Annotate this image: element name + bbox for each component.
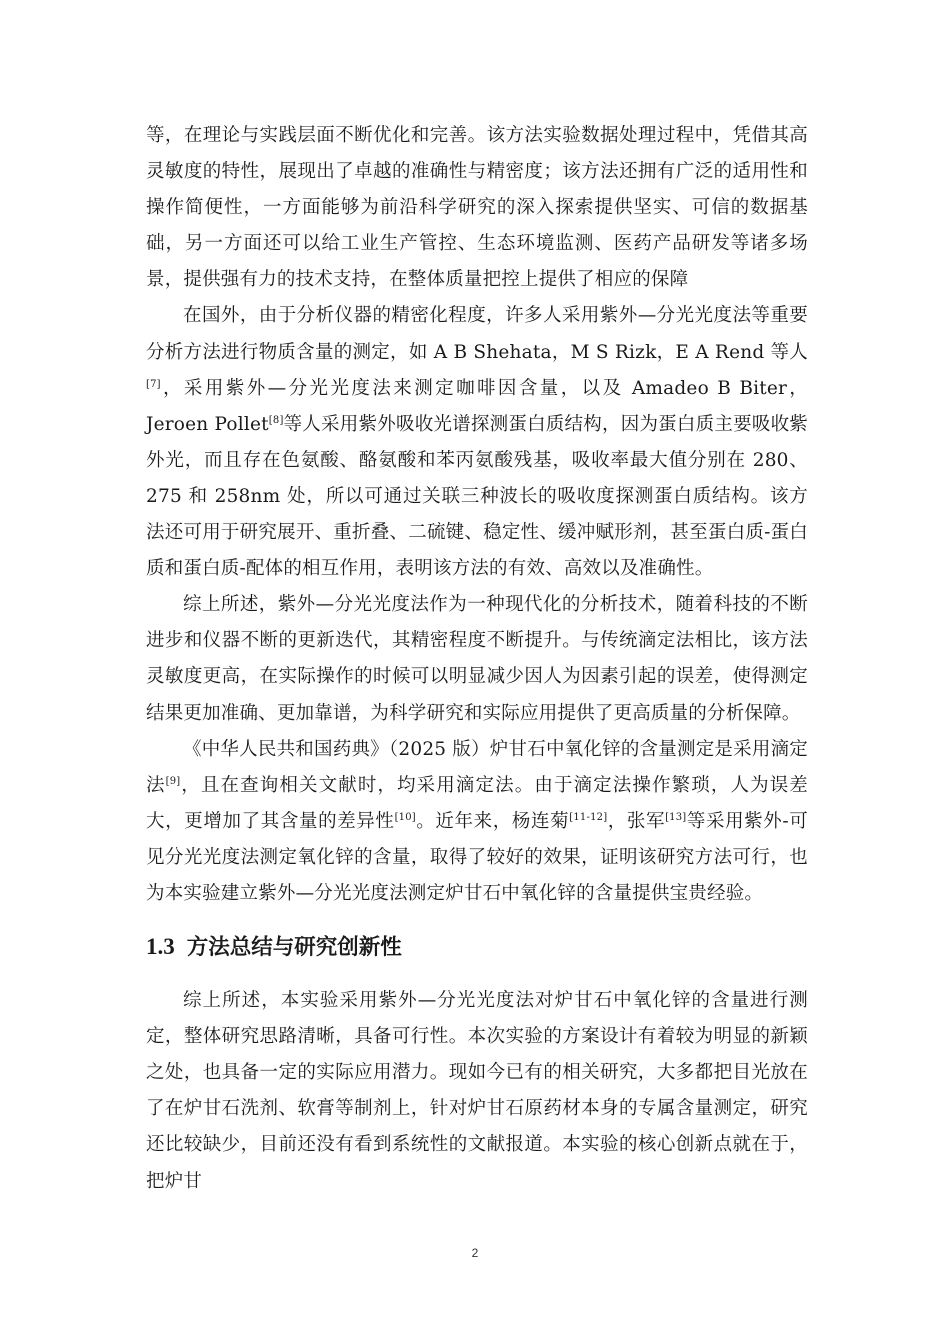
paragraph-4 [146, 732, 808, 912]
paragraph-4-text-2: ，且在查询相关文献时，均采用滴定法。由于滴定法操作繁琐，人为误差大，更增加了其含量的差异性 [146, 774, 809, 832]
citation-10: [10] [394, 811, 416, 823]
section-number: 1.3 [146, 934, 175, 960]
citation-13: [13] [665, 811, 687, 823]
paragraph-4-text-4: ，张军 [607, 810, 666, 832]
section-heading [146, 929, 808, 966]
paragraph-4-text-3: 。近年来，杨连菊 [415, 810, 570, 832]
paragraph-2-text-1: 在国外，由于分析仪器的精密化程度，许多人采用紫外—分光光度法等重要分析方法进行物质含量的测定，如 A B Shehata，M S Rizk，E A Rend 等人 [146, 305, 808, 363]
citation-7: [7] [146, 378, 161, 390]
paragraph-4-text-1: 《中华人民共和国药典》（2025 版）炉甘石中氧化锌的含量测定是采用滴定法 [146, 738, 808, 796]
paragraph-1: 等，在理论与实践层面不断优化和完善。该方法实验数据处理过程中，凭借其高灵敏度的特性，展现出了卓越的准确性与精密度；该方法还拥有广泛的适用性和操作简便性，一方面能够为前沿科学研究的深入探索提供坚实、可信的数据基础，另一方面还可以给工业生产管控、生态环境监测、医药产品研发等诸多场景，提供强有力的技术支持，在整体质量把控上提供了相应的保障 [146, 125, 808, 291]
citation-9: [9] [165, 775, 181, 787]
citation-11-12: [11-12] [569, 811, 608, 823]
page-body [146, 118, 808, 1200]
paragraph-3: 综上所述，紫外—分光光度法作为一种现代化的分析技术，随着科技的不断进步和仪器不断的更新迭代，其精密程度不断提升。与传统滴定法相比，该方法灵敏度更高，在实际操作的时候可以明显减少因人为因素引起的误差，使得测定结果更加准确、更加靠谱，为科学研究和实际应用提供了更高质量的分析保障。 [146, 594, 808, 724]
paragraph-2 [146, 298, 808, 587]
citation-8: [8] [268, 414, 284, 426]
section-title: 方法总结与研究创新性 [186, 935, 402, 961]
paragraph-2-text-3: 等人采用紫外吸收光谱探测蛋白质结构，因为蛋白质主要吸收紫外光，而且存在色氨酸、酪氨酸和苯丙氨酸残基，吸收率最大值分别在 280、275 和 258nm 处，所以可通过关联三种波长的吸收度探测蛋白质结构。该方法还可用于研究展开、重折叠、二硫键、稳定性、缓冲赋形剂，甚至蛋白质-蛋白质和蛋白质-配体的相互作用，表明该方法的有效、高效以及准确性。 [146, 413, 808, 580]
paragraph-4-text-5: 等采用紫外-可见分光光度法测定氧化锌的含量，取得了较好的效果，证明该研究方法可行，也为本实验建立紫外—分光光度法测定炉甘石中氧化锌的含量提供宝贵经验。 [146, 810, 808, 904]
page-number: 2 [471, 1246, 479, 1260]
paragraph-2-text-2: ，采用紫外—分光光度法来测定咖啡因含量，以及 Amadeo B Biter，Jeroen Pollet [146, 377, 808, 435]
paragraph-5: 综上所述，本实验采用紫外—分光光度法对炉甘石中氧化锌的含量进行测定，整体研究思路清晰，具备可行性。本次实验的方案设计有着较为明显的新颖之处，也具备一定的实际应用潜力。现如今已有的相关研究，大多都把目光放在了在炉甘石洗剂、软膏等制剂上，针对炉甘石原药材本身的专属含量测定，研究还比较缺少，目前还没有看到系统性的文献报道。本实验的核心创新点就在于，把炉甘 [146, 990, 808, 1192]
